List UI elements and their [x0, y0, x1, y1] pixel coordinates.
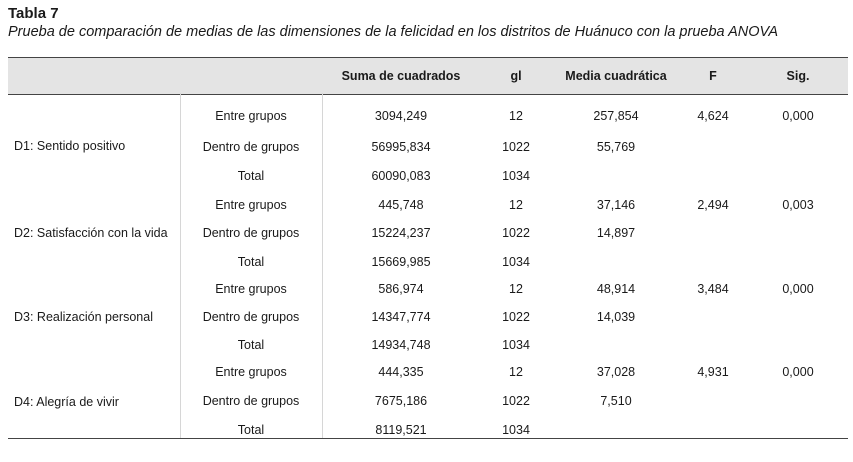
table-row	[8, 109, 848, 125]
cell-gl: 12	[509, 282, 523, 296]
cell-suma-de-cuadrados: 15669,985	[371, 255, 431, 269]
cell-suma-de-cuadrados: 8119,521	[375, 423, 427, 437]
cell-media-cuadratica: 7,510	[600, 394, 632, 408]
dimension-label: D2: Satisfacción con la vida	[14, 226, 168, 240]
row-type: Entre grupos	[215, 365, 287, 379]
cell-media-cuadratica: 37,028	[596, 365, 636, 379]
dimension-label: D4: Alegría de vivir	[14, 395, 119, 409]
row-type: Entre grupos	[215, 282, 287, 296]
row-type: Total	[237, 423, 265, 437]
cell-f: 3,484	[697, 282, 729, 296]
table-row	[8, 423, 848, 439]
row-type: Entre grupos	[215, 109, 287, 123]
cell-suma-de-cuadrados: 15224,237	[371, 226, 431, 240]
cell-sig: 0,000	[782, 365, 814, 379]
table-row	[8, 169, 848, 185]
cell-suma-de-cuadrados: 586,974	[378, 282, 424, 296]
cell-suma-de-cuadrados: 445,748	[378, 198, 424, 212]
table-row	[8, 282, 848, 298]
table-header	[8, 57, 848, 95]
header-sig: Sig.	[786, 69, 810, 83]
table-subtitle: Prueba de comparación de medias de las dimensiones de la felicidad en los distritos de Huánuco con la prueba ANOVA	[8, 24, 779, 40]
cell-suma-de-cuadrados: 60090,083	[371, 169, 431, 183]
table-row	[8, 140, 848, 156]
cell-gl: 12	[509, 109, 523, 123]
row-type: Dentro de grupos	[202, 226, 300, 240]
anova-table	[8, 57, 848, 437]
row-type: Entre grupos	[215, 198, 287, 212]
cell-media-cuadratica: 14,039	[596, 310, 636, 324]
cell-gl: 1022	[502, 394, 530, 408]
cell-sig: 0,003	[782, 198, 814, 212]
cell-sig: 0,000	[782, 109, 814, 123]
table-row	[8, 310, 848, 326]
cell-gl: 1034	[502, 255, 530, 269]
cell-media-cuadratica: 37,146	[596, 198, 636, 212]
table-title: Tabla 7	[8, 5, 59, 22]
cell-gl: 12	[509, 198, 523, 212]
cell-f: 2,494	[697, 198, 729, 212]
row-type: Total	[237, 255, 265, 269]
row-type: Dentro de grupos	[202, 140, 300, 154]
cell-media-cuadratica: 14,897	[596, 226, 636, 240]
row-type: Dentro de grupos	[202, 394, 300, 408]
row-type: Dentro de grupos	[202, 310, 300, 324]
table-row	[8, 198, 848, 214]
cell-gl: 1022	[502, 310, 530, 324]
table-row	[8, 394, 848, 410]
table-row	[8, 226, 848, 242]
cell-suma-de-cuadrados: 56995,834	[371, 140, 431, 154]
cell-suma-de-cuadrados: 444,335	[378, 365, 424, 379]
cell-gl: 1022	[502, 140, 530, 154]
header-gl: gl	[510, 69, 522, 83]
cell-suma-de-cuadrados: 3094,249	[374, 109, 428, 123]
cell-gl: 1034	[502, 338, 530, 352]
row-type: Total	[237, 338, 265, 352]
header-media-cuadratica: Media cuadrática	[565, 69, 667, 83]
cell-suma-de-cuadrados: 7675,186	[374, 394, 428, 408]
cell-gl: 1034	[502, 169, 530, 183]
cell-gl: 12	[509, 365, 523, 379]
table-row	[8, 255, 848, 271]
cell-media-cuadratica: 55,769	[596, 140, 636, 154]
cell-sig: 0,000	[782, 282, 814, 296]
header-f: F	[709, 69, 717, 83]
cell-media-cuadratica: 257,854	[593, 109, 639, 123]
dimension-label: D3: Realización personal	[14, 310, 153, 324]
dimension-label: D1: Sentido positivo	[14, 139, 126, 153]
cell-gl: 1034	[502, 423, 530, 437]
header-suma-de-cuadrados: Suma de cuadrados	[341, 69, 461, 83]
cell-suma-de-cuadrados: 14934,748	[371, 338, 431, 352]
cell-suma-de-cuadrados: 14347,774	[371, 310, 431, 324]
table-row	[8, 365, 848, 381]
row-type: Total	[237, 169, 265, 183]
table-row	[8, 338, 848, 354]
cell-f: 4,931	[697, 365, 729, 379]
cell-f: 4,624	[697, 109, 729, 123]
cell-gl: 1022	[502, 226, 530, 240]
cell-media-cuadratica: 48,914	[596, 282, 636, 296]
